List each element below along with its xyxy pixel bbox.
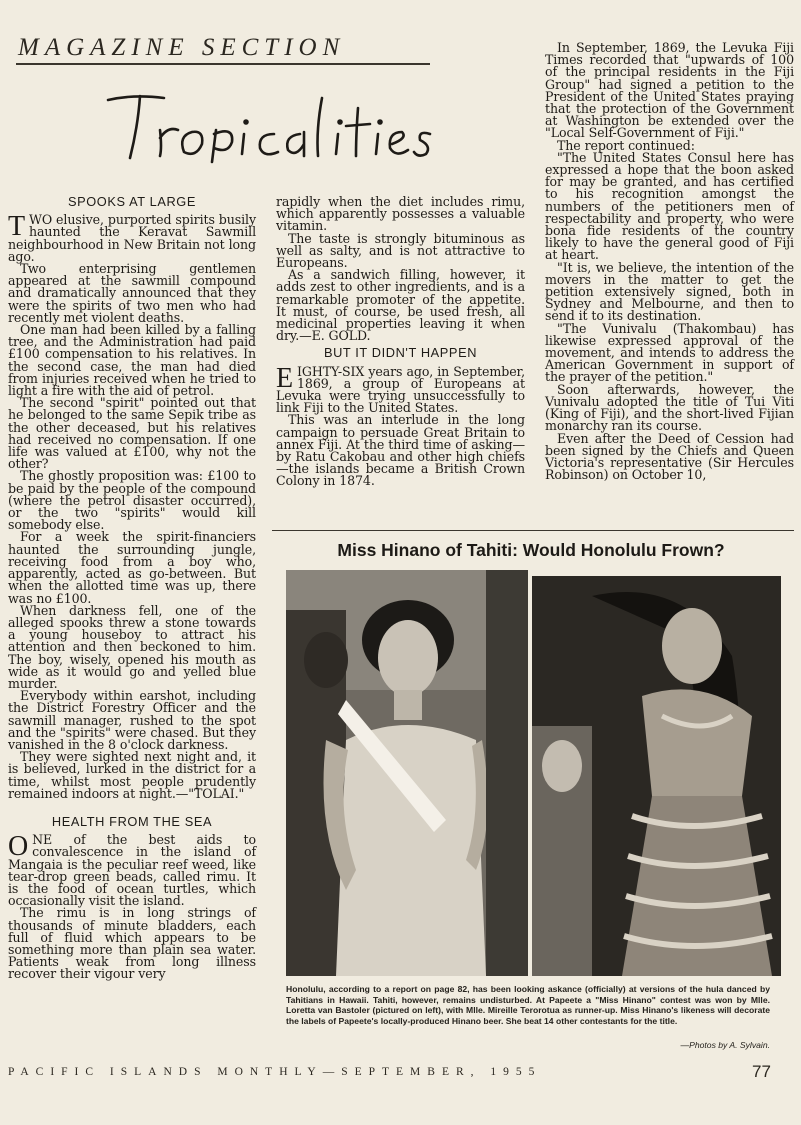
page-number: 77 [752,1062,771,1081]
fiji-continued: In September, 1869, the Levuka Fiji Times recorded that "upwards of 100 of the principal residents in the Fiji Group" had signed a petition to the President of the United States praying that the protection of the Government at Washington be extended over the "Local Self-Government of Fiji." [545,40,794,141]
fiji-paragraph: EIGHTY-SIX years ago, in September, 1869, a group of Europeans at Levuka were trying unsuccessfully to link Fiji to the United States. [276,362,525,416]
photo-top-rule [272,530,794,531]
spooks-heading: SPOOKS AT LARGE [67,194,196,209]
column-left [8,196,256,981]
fiji-continued: Soon afterwards, however, the Vunivalu adopted the title of Tui Viti (King of Fiji), and the short-lived Fijian monarchy ran its course. [545,381,794,434]
spooks-paragraph: The second "spirit" pointed out that he belonged to the same Sepik tribe as the other deceased, but his relatives had received no compensation. If one life was valued at £100, why not the other? [8,395,256,472]
section-heading: MAGAZINE SECTION [18,34,346,61]
footer-publication: PACIFIC ISLANDS MONTHLY—SEPTEMBER, 1955 [8,1066,542,1078]
spooks-paragraph: Two enterprising gentlemen appeared at the sawmill compound and dramatically announced that they were the spirits of two men who had recently met violent deaths. [8,261,256,325]
spooks-paragraph: When darkness fell, one of the alleged spooks threw a stone towards a young houseboy to attract his attention and then beckoned to him. The boy, wisely, opened his mouth as wide as it would go and yelled blue murder. [8,602,256,691]
column-middle [276,196,525,488]
spooks-dropcap: T [8,211,26,243]
fiji-continued: "The Vunivalu (Thakombau) has likewise expressed approval of the movement, and intends to address the American Government in support of the prayer of the petition." [545,320,794,385]
header-rule [16,63,430,65]
fiji-continued: The report continued: [557,137,695,153]
photo-credit: —Photos by A. Sylvain. [680,1040,770,1050]
spooks-paragraph: For a week the spirit-financiers haunted the surrounding jungle, receiving food from a boy who, apparently, acted as go-between. But when the allotted time was up, there was no £100. [8,529,256,606]
spooks-paragraph: Everybody within earshot, including the District Forestry Officer and the sawmill manager, rushed to the spot and the "spirits" were chased. But they vanished in the 8 o'clock darkness. [8,688,256,752]
spooks-paragraph: One man had been killed by a falling tree, and the Administration had paid £100 compensation to his relatives. In the second case, the man had died from injuries received when he tried to light a fire with the aid of petrol. [8,322,256,399]
spooks-paragraph: They were sighted next night and, it is believed, lurked in the district for a time, whilst most people prudently remained indoors at night.—"TOLAI." [8,749,256,801]
health-paragraph: ONE of the best aids to convalescence in the island of Mangaia is the peculiar reef weed, like tear-drop green beads, called rimu. It is the food of ocean turtles, which occasionally visit the island. [8,831,256,909]
tropicalities-masthead [104,86,434,164]
health-paragraph: The rimu is in long strings of thousands of minute bladders, each full of fluid which appears to be something more than plain sea water. Patients weak from long illness recover their vigour very [8,905,256,982]
fiji-continued: Even after the Deed of Cession had been signed by the Chiefs and Queen Victoria's representative (Sir Hercules Robinson) on October 10, [545,430,794,483]
fiji-dropcap: E [276,362,294,394]
fiji-continued: "It is, we believe, the intention of the movers in the matter to get the petition extensively signed, both in Sydney and Melbourne, and then to send it to its destination. [545,259,794,324]
health-continued: rapidly when the diet includes rimu, which apparently possesses a valuable vitamin. [276,194,525,234]
health-continued: The taste is strongly bituminous as well as salty, and is not attractive to Europeans. [276,230,525,271]
column-right [545,42,794,481]
health-dropcap: O [8,831,29,863]
fiji-continued: "The United States Consul here has expressed a hope that the boon asked for may be granted, and has certified to his recognition amongst the numbers of the petitioners men of respectability and property, who were bona fide residents of the country likely to have the general good of Fiji at heart. [545,149,794,263]
spooks-paragraph: TWO elusive, purported spirits busily haunted the Keravat Sawmill neighbourhood in New Britain not long ago. [8,211,256,264]
spooks-paragraph: The ghostly proposition was: £100 to be paid by the people of the compound (where the petrol disaster occurred), or the two "spirits" would kill somebody else. [8,468,256,533]
photo-miss-hinano [286,570,528,976]
health-continued: As a sandwich filling, however, it adds zest to other ingredients, and is a remarkable promoter of the appetite. It must, of course, be used fresh, all medicinal properties leaving it when dry.—E. GOLD. [276,267,525,344]
photo-hula-dancer [532,576,781,976]
photo-caption: Honolulu, according to a report on page 82, has been looking askance (officially) at versions of the hula danced by Tahitians in Hawaii. Tahiti, however, remains undisturbed. At Papeete a "Miss Hinano" contest was won by Mlle. Loretta van Bastoler (pictured on left), with Mlle. Mireille Terorotua as runner-up. Miss Hinano's likeness will decorate the labels of Papeete's locally-produced Hinano beer. She beat 14 other contestants for the title. [286,984,770,1026]
photo-feature-title: Miss Hinano of Tahiti: Would Honolulu Frown? [337,540,725,560]
health-heading: HEALTH FROM THE SEA [51,813,213,829]
fiji-heading: BUT IT DIDN'T HAPPEN [323,345,478,361]
fiji-paragraph: This was an interlude in the long campaign to persuade Great Britain to annex Fiji. At the third time of asking—by Ratu Cakobau and other high chiefs—the islands became a British Crown Colony in 1874. [276,412,525,489]
